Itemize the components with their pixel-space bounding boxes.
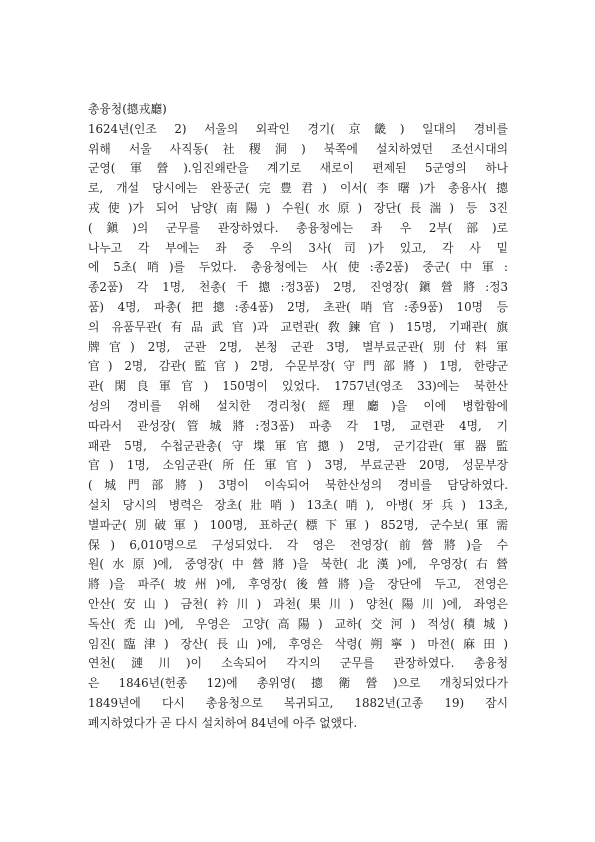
body-line: 에 5초(哨)를 두었다. 총융청에는 사(使:종2품) 중군(中軍: [88,260,508,275]
body-line: (城門部將) 3명이 이속되어 북한산성의 경비를 담당하였다. [88,478,508,493]
body-line: 將)을 파주(坡州)에, 후영장(後營將)을 장단에 두고, 전영은 [88,577,508,592]
body-line: 은 1846년(헌종 12)에 총위영(摠衛營)으로 개칭되었다가 [88,676,508,691]
body-line: 保) 6,010명으로 구성되었다. 각 영은 전영장(前營將)을 수 [88,537,508,552]
body-line: 종2품) 각 1명, 천총(千摠:정3품) 2명, 진영장(鎭營將:정3 [88,280,508,295]
body-line: 官) 1명, 소임군관(所任軍官) 3명, 부료군관 20명, 성문부장 [88,458,508,473]
document-page [88,100,508,734]
body-line: (鎭)의 군무를 관장하였다. 총융청에는 좌 우 2부(部)로 [88,220,508,235]
body-line: 戎使)가 되어 남양(南陽) 수원(水原) 장단(長湍) 등 3진 [88,200,508,215]
body-line: 군영(軍營).임진왜란을 계기로 새로이 편제된 5군영의 하나 [88,161,508,176]
body-line: 로, 개설 당시에는 완풍군(完豊君) 이서(李曙)가 총융사(摠 [88,181,508,196]
body-line: 위해 서울 사직동(社稷洞) 북쪽에 설치하였던 조선시대의 [88,141,508,156]
body-line: 별파군(別破軍) 100명, 표하군(標下軍) 852명, 군수보(軍需 [88,517,508,532]
body-line: 1849년에 다시 총융청으로 복귀되고, 1882년(고종 19) 잠시 [88,695,508,710]
body-line: 패관 5명, 수첩군관총(守堞軍官摠) 2명, 군기감관(軍器監 [88,438,508,453]
body-line: 설치 당시의 병력은 장초(壯哨) 13초(哨), 아병(牙兵) 13초, [88,497,508,512]
body-line: 연천(漣川)이 소속되어 각지의 군무를 관장하였다. 총융청 [88,656,508,671]
body-line: 관(閑良軍官) 150명이 있었다. 1757년(영조 33)에는 북한산 [88,379,508,394]
body-line: 폐지하였다가 곧 다시 설치하여 84년에 아주 없앴다. [88,715,358,730]
body-line: 독산(禿山)에, 우영은 고양(高陽) 교하(交河) 적성(積城) [88,616,508,631]
body-line: 성의 경비를 위해 설치한 경리청(經理廳)을 이에 병합함에 [88,398,508,413]
document-title: 총융청(摠戎廳) [88,102,167,116]
body-line: 원(水原)에, 중영장(中營將)을 북한(北漢)에, 우영장(右營 [88,557,508,572]
body-line: 나누고 각 부에는 좌 중 우의 3사(司)가 있고, 각 사 밑 [88,240,508,255]
body-line: 의 유품무관(有品武官)과 교련관(敎鍊官) 15명, 기패관(旗 [88,319,508,334]
body-line: 따라서 관성장(管城將:정3품) 파총 각 1명, 교련관 4명, 기 [88,418,508,433]
body-line: 안산(安山) 금천(衿川) 과천(果川) 양천(陽川)에, 좌영은 [88,596,508,611]
body-line: 1624년(인조 2) 서울의 외곽인 경기(京畿) 일대의 경비를 [88,121,508,136]
body-line: 牌官) 2명, 군관 2명, 본청 군관 3명, 별부료군관(別付料軍 [88,339,508,354]
body-line: 임진(臨津) 장산(長山)에, 후영은 삭령(朔寧) 마전(麻田) [88,636,508,651]
body-line: 품) 4명, 파총(把摠:종4품) 2명, 초관(哨官:종9품) 10명 등 [88,299,508,314]
document-body [88,120,508,734]
body-line: 官) 2명, 감관(監官) 2명, 수문부장(守門部將) 1명, 한량군 [88,359,508,374]
